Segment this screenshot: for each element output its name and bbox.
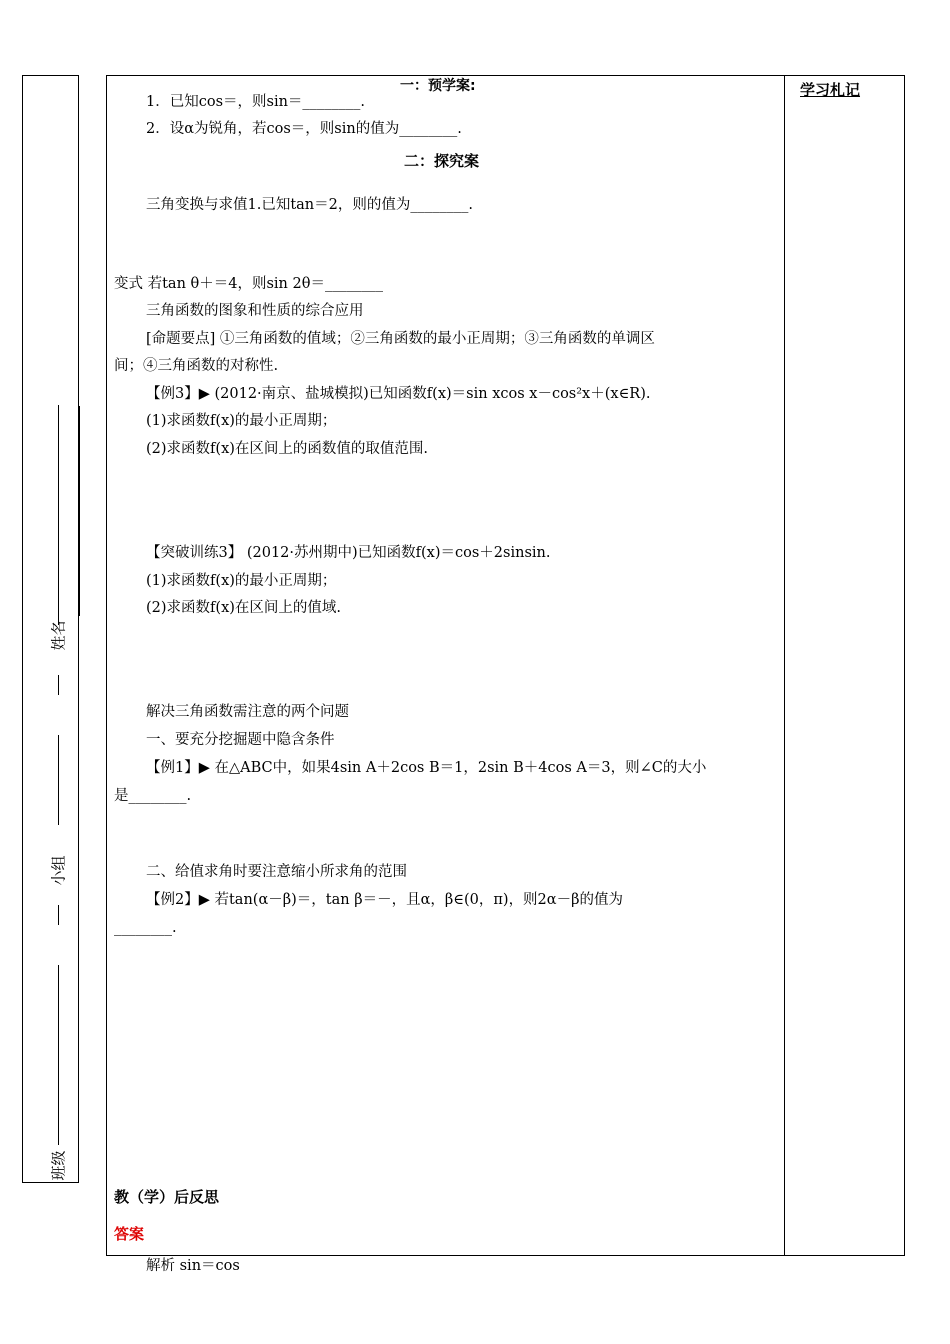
name-line-top bbox=[79, 406, 80, 616]
group-label: 小组 bbox=[49, 855, 68, 886]
note-1: 一、要充分挖掘题中隐含条件 bbox=[146, 732, 335, 748]
worksheet-table bbox=[106, 75, 905, 1256]
notes-header: 学习札记 bbox=[800, 81, 861, 99]
section1-title: 一：预学案: bbox=[400, 78, 476, 94]
topic-title: 三角函数的图象和性质的综合应用 bbox=[146, 303, 364, 319]
example-2-line-1: 【例2】▶ 若tan(α－β)＝，tan β＝－，且α，β∈(0，π)，则2α－β的值为 bbox=[146, 892, 623, 908]
example-3: 【例3】▶ (2012·南京、盐城模拟)已知函数f(x)＝sin xcos x－cos²x＋(x∈R). bbox=[146, 386, 651, 402]
answer-label: 答案 bbox=[114, 1225, 145, 1243]
transform-question: 三角变换与求值1.已知tan＝2，则的值为________. bbox=[146, 197, 473, 213]
name-blank-line-2 bbox=[58, 675, 59, 695]
variant-question: 变式 若tan θ＋＝4，则sin 2θ＝________ bbox=[114, 276, 383, 292]
notes-column-divider bbox=[784, 75, 785, 1256]
example-3-part-2: (2)求函数f(x)在区间上的函数值的取值范围. bbox=[146, 441, 429, 457]
class-blank-line bbox=[58, 965, 59, 1145]
example-2-line-2: ________. bbox=[114, 920, 177, 936]
key-points-line-2: 间；④三角函数的对称性. bbox=[114, 358, 279, 374]
section2-title: 二：探究案 bbox=[404, 152, 480, 170]
analysis-text: 解析 sin＝cos bbox=[146, 1258, 240, 1274]
name-label: 姓名 bbox=[49, 620, 68, 651]
name-blank-line-1 bbox=[58, 405, 59, 625]
question-2: 2．设α为锐角，若cos＝，则sin的值为________. bbox=[146, 121, 462, 137]
key-points-line-1: [命题要点] ①三角函数的值域；②三角函数的最小正周期；③三角函数的单调区 bbox=[146, 331, 655, 347]
example-3-part-1: (1)求函数f(x)的最小正周期； bbox=[146, 413, 337, 429]
question-1: 1．已知cos＝，则sin＝________. bbox=[146, 94, 366, 110]
class-label: 班级 bbox=[49, 1150, 68, 1181]
practice-3-part-1: (1)求函数f(x)的最小正周期； bbox=[146, 573, 337, 589]
group-blank-line-1 bbox=[58, 735, 59, 825]
example-1-line-1: 【例1】▶ 在△ABC中，如果4sin A＋2cos B＝1，2sin B＋4cos A＝3，则∠C的大小 bbox=[146, 760, 707, 776]
practice-3-part-2: (2)求函数f(x)在区间上的值域. bbox=[146, 600, 342, 616]
student-info-strip bbox=[22, 75, 79, 1183]
reflection-title: 教（学）后反思 bbox=[114, 1188, 220, 1206]
practice-3: 【突破训练3】 (2012·苏州期中)已知函数f(x)＝cos＋2sinsin. bbox=[146, 545, 551, 561]
notes-title: 解决三角函数需注意的两个问题 bbox=[146, 704, 349, 720]
note-2: 二、给值求角时要注意缩小所求角的范围 bbox=[146, 864, 407, 880]
group-blank-line-2 bbox=[58, 905, 59, 925]
example-1-line-2: 是________. bbox=[114, 788, 192, 804]
